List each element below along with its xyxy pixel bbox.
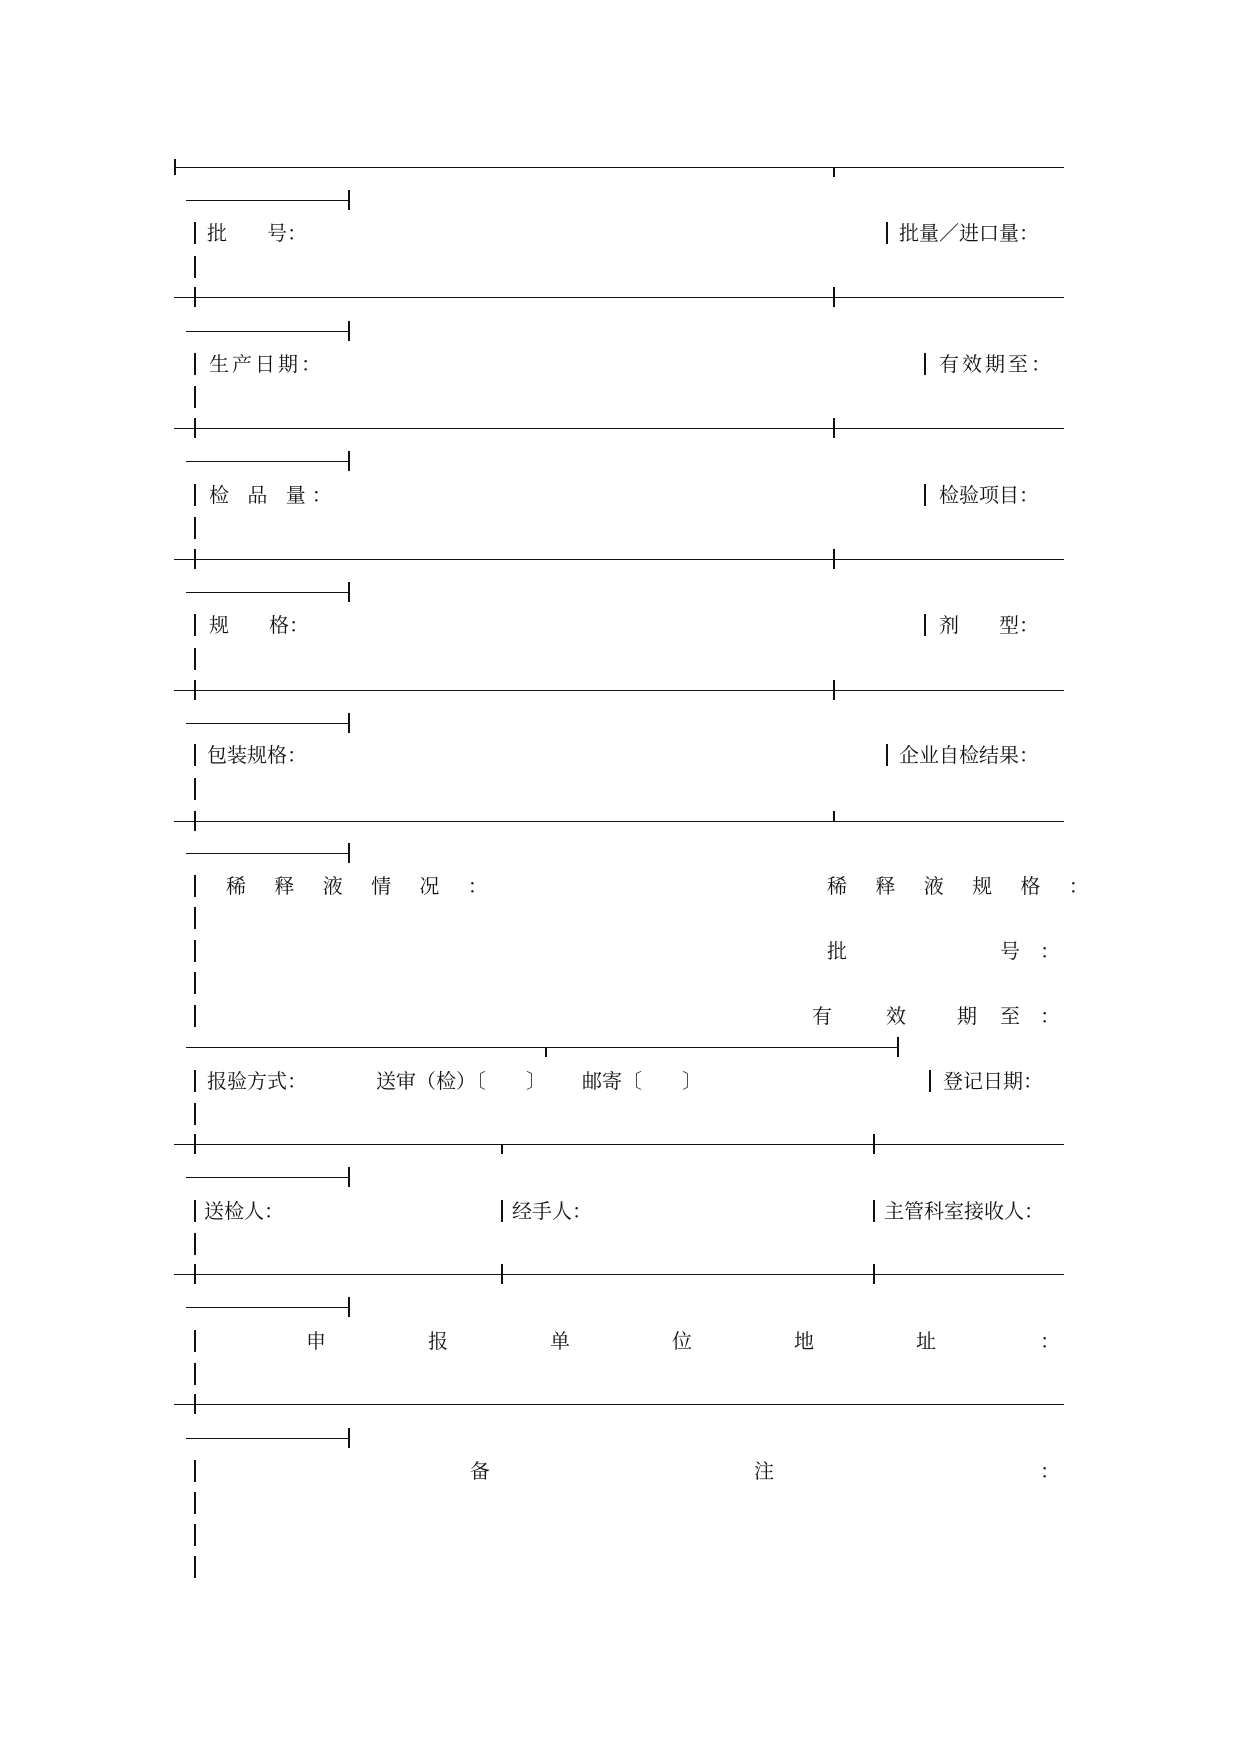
cell-border (194, 1363, 196, 1385)
rule-tick (194, 1264, 196, 1284)
rule (186, 331, 348, 332)
rule (174, 167, 1064, 168)
rule-tick (833, 811, 835, 821)
rule (186, 200, 348, 201)
rule-tick (194, 549, 196, 569)
receiver-label: 主管科室接收人： (884, 1199, 1044, 1223)
cell-border (929, 1070, 931, 1092)
cell-border (194, 907, 196, 929)
cell-border (886, 222, 888, 244)
rule (174, 821, 1064, 822)
rule (174, 690, 1064, 691)
rule-tick (348, 713, 350, 733)
rule (174, 559, 1064, 560)
cell-border (194, 1492, 196, 1514)
address-char: 申 (306, 1329, 326, 1353)
diluent-batch-char: 批 (827, 939, 847, 963)
rule (174, 1274, 1064, 1275)
batch-quantity-label: 批量／进口量： (899, 221, 1039, 245)
diluent-situation-label: 稀 释 液 情 况 ： (226, 874, 499, 898)
address-char: 址 (916, 1329, 936, 1353)
diluent-batch-char: 号 (1000, 939, 1020, 963)
cell-border (194, 1233, 196, 1255)
rule-tick (194, 811, 196, 831)
cell-border (873, 1200, 875, 1222)
cell-border (194, 744, 196, 766)
cell-border (194, 1460, 196, 1482)
rule-tick (348, 451, 350, 471)
rule (186, 1047, 898, 1048)
cell-border (194, 648, 196, 670)
cell-border (924, 353, 926, 375)
rule (186, 1438, 348, 1439)
self-test-result-label: 企业自检结果： (899, 743, 1039, 767)
address-char: 位 (672, 1329, 692, 1353)
rule-tick (833, 418, 835, 438)
cell-border (194, 353, 196, 375)
rule-tick (348, 1167, 350, 1187)
rule (174, 297, 1064, 298)
cell-border (194, 1330, 196, 1352)
batch-number-label: 批 号： (207, 221, 307, 245)
inspection-method-label: 报验方式： (207, 1069, 307, 1093)
rule-tick (501, 1264, 503, 1284)
cell-border (194, 1200, 196, 1222)
address-char: 单 (550, 1329, 570, 1353)
cell-border (194, 1070, 196, 1092)
rule-tick (348, 190, 350, 210)
cell-border (924, 614, 926, 636)
cell-border (194, 222, 196, 244)
diluent-spec-label: 稀 释 液 规 格 ： (827, 874, 1100, 898)
diluent-expiry-char: 期 (957, 1004, 977, 1028)
cell-border (194, 778, 196, 800)
sample-quantity-label: 检 品 量： (209, 483, 338, 507)
rule-tick (194, 1394, 196, 1414)
diluent-batch-colon: ： (1040, 939, 1060, 963)
inspection-items-label: 检验项目： (939, 483, 1039, 507)
rule-tick (833, 549, 835, 569)
cell-border (194, 1005, 196, 1027)
rule-tick (194, 1134, 196, 1154)
rule-tick (194, 287, 196, 307)
rule-tick (833, 680, 835, 700)
rule (186, 1307, 348, 1308)
diluent-expiry-char: 效 (886, 1004, 906, 1028)
remarks-colon: ： (1040, 1459, 1060, 1483)
cell-border (924, 484, 926, 506)
rule (186, 723, 348, 724)
rule-tick (348, 1297, 350, 1317)
cell-border (194, 940, 196, 962)
cell-border (194, 484, 196, 506)
rule-tick (545, 1047, 547, 1057)
rule-tick (873, 1134, 875, 1154)
handler-label: 经手人： (512, 1199, 592, 1223)
mail-option[interactable]: 邮寄〔 〕 (582, 1069, 702, 1093)
address-char: 地 (794, 1329, 814, 1353)
cell-border (194, 256, 196, 278)
rule-tick (873, 1264, 875, 1284)
register-date-label: 登记日期： (943, 1069, 1043, 1093)
dosage-form-label: 剂 型： (939, 613, 1039, 637)
rule-tick (348, 321, 350, 341)
sender-label: 送检人： (204, 1199, 284, 1223)
cell-border (194, 1524, 196, 1546)
rule (174, 428, 1064, 429)
rule (186, 1177, 348, 1178)
rule-tick (174, 159, 176, 175)
rule-tick (897, 1037, 899, 1057)
expiry-date-label: 有效期至： (939, 352, 1054, 376)
cell-border (501, 1200, 503, 1222)
cell-border (194, 1556, 196, 1578)
diluent-expiry-char: 至 (1000, 1004, 1020, 1028)
rule-tick (194, 680, 196, 700)
remarks-char: 备 (470, 1459, 490, 1483)
production-date-label: 生产日期： (209, 352, 324, 376)
packaging-spec-label: 包装规格： (207, 743, 307, 767)
rule-tick (501, 1144, 503, 1154)
submit-option[interactable]: 送审（检）〔 〕 (376, 1069, 546, 1093)
rule (186, 592, 348, 593)
rule (186, 853, 348, 854)
rule-tick (833, 167, 835, 177)
cell-border (194, 1103, 196, 1125)
diluent-expiry-char: 有 (812, 1004, 832, 1028)
rule-tick (348, 843, 350, 863)
specification-label: 规 格： (209, 613, 309, 637)
rule (174, 1144, 1064, 1145)
cell-border (194, 972, 196, 994)
cell-border (194, 614, 196, 636)
rule-tick (348, 1428, 350, 1448)
cell-border (194, 517, 196, 539)
rule (174, 1404, 1064, 1405)
rule-tick (348, 582, 350, 602)
cell-border (886, 744, 888, 766)
address-colon: ： (1040, 1329, 1060, 1353)
diluent-expiry-colon: ： (1040, 1004, 1060, 1028)
rule-tick (833, 287, 835, 307)
cell-border (194, 386, 196, 408)
remarks-char: 注 (754, 1459, 774, 1483)
rule-tick (194, 418, 196, 438)
address-char: 报 (428, 1329, 448, 1353)
cell-border (194, 875, 196, 897)
rule (186, 461, 348, 462)
